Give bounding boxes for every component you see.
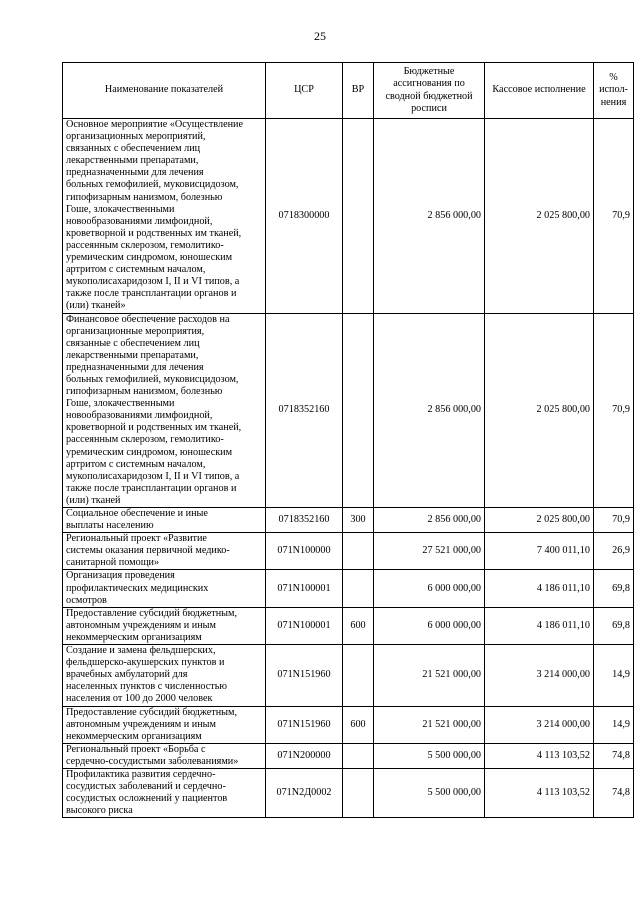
row-csr: 0718352160 xyxy=(266,313,343,508)
row-name: Финансовое обеспечение расходов на организационные мероприятия, связанные с обеспечением лиц лекарственными препаратами, предназначенными для лечения больных гемофилией, муковисцидозом, гипофизарным нанизмом, болезнью Гоше, злокачественными новообразованиями лимфоидной, кроветворной и родственных им тканей, рассеянным склерозом, гемолитико- уремическим синдромом, юношеским артритом с системным началом, мукополисахаридозом I, II и VI типов, а также после трансплантации органов и (или) тканей xyxy=(63,313,266,508)
row-csr: 071N100000 xyxy=(266,533,343,570)
row-vr: 300 xyxy=(343,508,374,533)
row-assignments: 21 521 000,00 xyxy=(374,706,485,743)
row-name: Региональный проект «Борьба с сердечно-сосудистыми заболеваниями» xyxy=(63,743,266,768)
header-cash-execution: Кассовое исполнение xyxy=(485,63,594,119)
table-header-row xyxy=(63,63,634,119)
row-csr: 071N100001 xyxy=(266,570,343,607)
table-row xyxy=(63,768,634,817)
row-vr xyxy=(343,313,374,508)
row-percent: 70,9 xyxy=(594,508,634,533)
row-vr xyxy=(343,570,374,607)
row-name: Региональный проект «Развитие системы оказания первичной медико- санитарной помощи» xyxy=(63,533,266,570)
header-csr: ЦСР xyxy=(266,63,343,119)
row-cash: 4 113 103,52 xyxy=(485,768,594,817)
row-vr: 600 xyxy=(343,607,374,644)
row-cash: 4 186 011,10 xyxy=(485,607,594,644)
header-name: Наименование показателей xyxy=(63,63,266,119)
table-row xyxy=(63,645,634,706)
header-vr: ВР xyxy=(343,63,374,119)
row-csr: 0718352160 xyxy=(266,508,343,533)
table-row xyxy=(63,508,634,533)
row-name: Социальное обеспечение и иные выплаты населению xyxy=(63,508,266,533)
row-assignments: 21 521 000,00 xyxy=(374,645,485,706)
row-csr: 071N2Д0002 xyxy=(266,768,343,817)
row-assignments: 5 500 000,00 xyxy=(374,743,485,768)
table-row xyxy=(63,313,634,508)
row-assignments: 6 000 000,00 xyxy=(374,570,485,607)
row-percent: 70,9 xyxy=(594,313,634,508)
header-percent: % испол-нения xyxy=(594,63,634,119)
budget-execution-table xyxy=(62,62,634,818)
row-name: Организация проведения профилактических медицинских осмотров xyxy=(63,570,266,607)
row-name: Профилактика развития сердечно- сосудистых заболеваний и сердечно- сосудистых осложнений у пациентов высокого риска xyxy=(63,768,266,817)
row-percent: 69,8 xyxy=(594,570,634,607)
row-cash: 4 113 103,52 xyxy=(485,743,594,768)
row-csr: 071N200000 xyxy=(266,743,343,768)
row-vr xyxy=(343,768,374,817)
table-row xyxy=(63,119,634,314)
row-csr: 071N100001 xyxy=(266,607,343,644)
row-percent: 69,8 xyxy=(594,607,634,644)
row-percent: 14,9 xyxy=(594,706,634,743)
row-name: Предоставление субсидий бюджетным, автономным учреждениям и иным некоммерческим организациям xyxy=(63,607,266,644)
row-assignments: 27 521 000,00 xyxy=(374,533,485,570)
row-cash: 3 214 000,00 xyxy=(485,645,594,706)
row-percent: 74,8 xyxy=(594,743,634,768)
row-vr xyxy=(343,533,374,570)
row-csr: 071N151960 xyxy=(266,645,343,706)
row-assignments: 2 856 000,00 xyxy=(374,313,485,508)
row-vr xyxy=(343,645,374,706)
row-cash: 2 025 800,00 xyxy=(485,508,594,533)
row-assignments: 2 856 000,00 xyxy=(374,119,485,314)
row-cash: 2 025 800,00 xyxy=(485,313,594,508)
table-row xyxy=(63,706,634,743)
table-row xyxy=(63,533,634,570)
page-number: 25 xyxy=(314,29,326,43)
row-cash: 4 186 011,10 xyxy=(485,570,594,607)
row-name: Основное мероприятие «Осуществление организационных мероприятий, связанных с обеспечением лиц лекарственными препаратами, предназначенными для лечения больных гемофилией, муковисцидозом, гипофизарным нанизмом, болезнью Гоше, злокачественными новообразованиями лимфоидной, кроветворной и родственных им тканей, рассеянным склерозом, гемолитико- уремическим синдромом, юношеским артритом с системным началом, мукополисахаридозом I, II и VI типов, а также после трансплантации органов и (или) тканей» xyxy=(63,119,266,314)
row-vr: 600 xyxy=(343,706,374,743)
row-csr: 071N151960 xyxy=(266,706,343,743)
row-vr xyxy=(343,119,374,314)
row-cash: 3 214 000,00 xyxy=(485,706,594,743)
row-percent: 74,8 xyxy=(594,768,634,817)
table-row xyxy=(63,607,634,644)
row-cash: 2 025 800,00 xyxy=(485,119,594,314)
row-name: Предоставление субсидий бюджетным, автономным учреждениям и иным некоммерческим организациям xyxy=(63,706,266,743)
table-row xyxy=(63,743,634,768)
row-assignments: 2 856 000,00 xyxy=(374,508,485,533)
row-percent: 70,9 xyxy=(594,119,634,314)
row-percent: 14,9 xyxy=(594,645,634,706)
row-vr xyxy=(343,743,374,768)
row-cash: 7 400 011,10 xyxy=(485,533,594,570)
row-assignments: 6 000 000,00 xyxy=(374,607,485,644)
row-percent: 26,9 xyxy=(594,533,634,570)
table-row xyxy=(63,570,634,607)
header-assignments: Бюджетные ассигнования по сводной бюджетной росписи xyxy=(374,63,485,119)
row-csr: 0718300000 xyxy=(266,119,343,314)
row-assignments: 5 500 000,00 xyxy=(374,768,485,817)
row-name: Создание и замена фельдшерских, фельдшерско-акушерских пунктов и врачебных амбулаторий для населенных пунктов с численностью населения от 100 до 2000 человек xyxy=(63,645,266,706)
